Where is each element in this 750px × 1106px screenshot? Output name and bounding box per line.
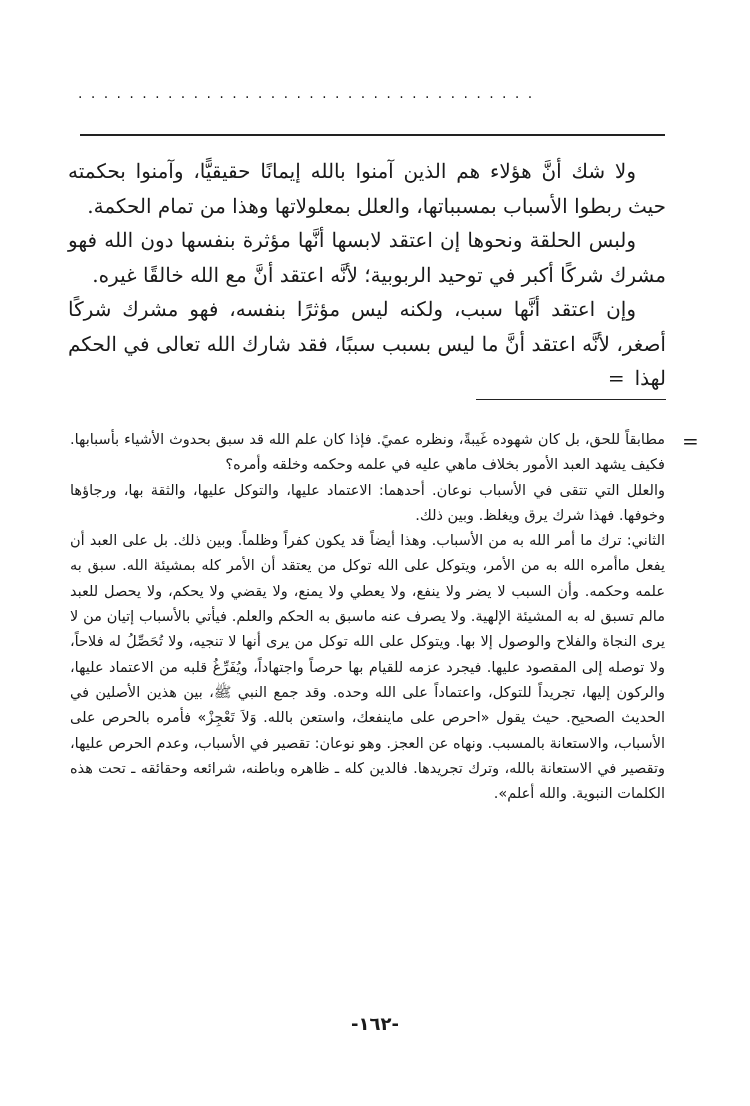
main-continuation-mark: = bbox=[607, 366, 625, 390]
footnote-paragraph-3: الثاني: ترك ما أمر الله به من الأسباب. وهذا أيضاً قد يكون كفراً وظلماً. وبين ذلك. بل على العبد أن يفعل ماأمره الله به من الأمر، ويتوكل على الله توكل من يعتقد أن الأمر كله بمشيئة الله. سبق به علمه وحكمه. وأن السبب لا يضر ولا ينفع، ولا يعطي ولا يمنع، ولا يقضي ولا يحكم، ولا يحصل للعبد مالم تسبق له به المشيئة الإلهية. ولا يصرف عنه ماسبق به الحكم والعلم. فيأتي بالأسباب إتيان من لا يرى النجاة والفلاح والوصول إلا بها. ويتوكل على الله توكل من يرى أنها لا تنجيه، ولا تُحَصِّلُ له فلاحاً، ولا توصله إلى المقصود عليها. فيجرد عزمه للقيام بها حرصاً واجتهاداً، ويُفَرِّغُ قلبه من الاعتماد عليها، والركون إليها، تجريداً للتوكل، واعتماداً على الله وحده. وقد جمع النبي ﷺ، بين هذين الأصلين في الحديث الصحيح. حيث يقول «احرص على ماينفعك، واستعن بالله. وَلاَ تَعْجِزْ» فأمره بالحرص على الأسباب، والاستعانة بالمسبب. ونهاه عن العجز. وهو نوعان: تقصير في الأسباب، وعدم الحرص عليها، وتقصير في الاستعانة بالله، وترك تجريدها. فالدين كله ـ ظاهره وباطنه، شرائعه وحقائقه ـ تحت هذه الكلمات النبوية. والله أعلم». bbox=[70, 533, 665, 803]
footnote-paragraph-1: مطابقاً للحق، بل كان شهوده غَيبةً، ونظره عميً. فإذا كان علم الله قد سبق بحدوث الأشياء بأسبابها. فكيف يشهد العبد الأمور بخلاف ماهي عليه في علمه وحكمه وخلقه وأمره؟ bbox=[70, 432, 665, 474]
footnote-paragraph-2: والعلل التي تتقى في الأسباب نوعان. أحدهما: الاعتماد عليها، والتوكل عليها، والثقة بها، ورجاؤها وخوفها. فهذا شرك يرق ويغلظ. وبين ذلك. bbox=[70, 482, 665, 524]
page-number: -١٦٢- bbox=[351, 1014, 399, 1035]
main-paragraph-3 bbox=[68, 292, 666, 396]
main-paragraph-2: ولبس الحلقة ونحوها إن اعتقد لابسها أنَّها مؤثرة بنفسها دون الله فهو مشرك شركًا أكبر في توحيد الربوبية؛ لأنَّه اعتقد أنَّ مع الله خالقًا غيره. bbox=[68, 228, 666, 287]
dotted-leader: .................................... bbox=[78, 86, 541, 102]
footnote-continuation-mark: = bbox=[682, 429, 699, 453]
main-paragraph-1: ولا شك أنَّ هؤلاء هم الذين آمنوا بالله إيمانًا حقيقيًّا، وآمنوا بحكمته حيث ربطوا الأسباب بمسبباتها، والعلل بمعلولاتها وهذا من تمام الحكمة. bbox=[68, 159, 666, 218]
footnotes bbox=[70, 428, 665, 807]
top-rule bbox=[80, 134, 665, 136]
main-text bbox=[68, 154, 666, 396]
footnote-separator bbox=[476, 399, 666, 400]
main-paragraph-3-text: وإن اعتقد أنَّها سبب، ولكنه ليس مؤثرًا بنفسه، فهو مشرك شركًا أصغر، لأنَّه اعتقد أنَّ ما ليس بسبب سببًا، فقد شارك الله تعالى في الحكم لهذا bbox=[68, 297, 666, 390]
